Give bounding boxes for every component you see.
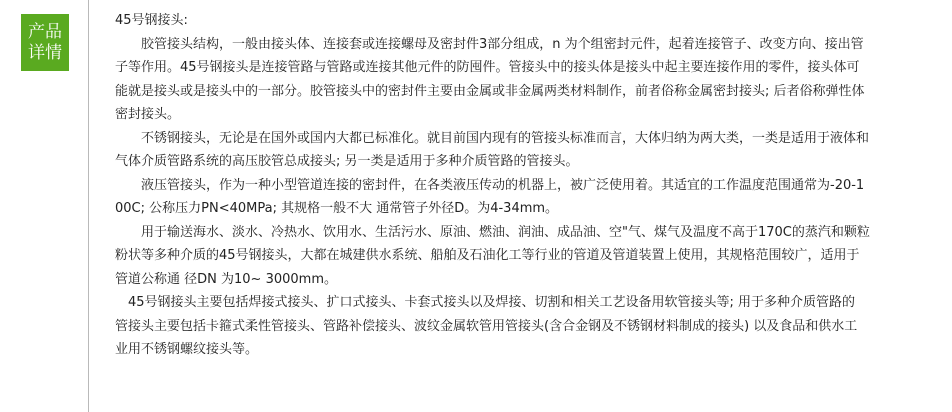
description-title: 45号钢接头: xyxy=(115,13,188,28)
text-line: 液压管接头，作为一种小型管道连接的密封件，在各类液压传动的机器上，被广泛使用着。其适宜的工作温度范围通常为-20-1 xyxy=(141,177,865,193)
product-description xyxy=(115,9,930,362)
divider-line xyxy=(88,0,89,412)
text-line: 密封接头。 xyxy=(115,107,181,122)
text-line: 胶管接头结构，一般由接头体、连接套或连接螺母及密封件3部分组成，n 为个组密封元件，起着连接管子、改变方向、接出管 xyxy=(141,36,864,52)
text-line: 业用不锈钢螺纹接头等。 xyxy=(115,342,259,357)
text-line: 用于输送海水、淡水、冷热水、饮用水、生活污水、原油、燃油、润油、成品油、空"气、煤气及温度不高于170C的蒸汽和颗粒 xyxy=(141,224,870,240)
badge-label-line2: 详情 xyxy=(28,42,62,63)
text-line: 00C; 公称压力PN<40MPa; 其规格一般不大 通常管子外径D。为4-34mm。 xyxy=(115,201,559,216)
text-line: 能就是接头或是接头中的一部分。胶管接头中的密封件主要由金属或非金属两类材料制作，前者俗称金属密封接头; 后者俗称弹性体 xyxy=(115,83,865,99)
text-line: 子等作用。45号钢接头是连接管路与管路或连接其他元件的防囤件。管接头中的接头体是接头中起主要连接作用的零件，接头体可 xyxy=(115,60,860,75)
text-line: 45号钢接头主要包括焊接式接头、扩口式接头、卡套式接头以及焊接、切割和相关工艺设备用软管接头等; 用于多种介质管路的 xyxy=(128,295,856,310)
text-line: 不锈钢接头，无论是在国外或国内大都已标准化。就目前国内现有的管接头标准而言，大体归纳为两大类，一类是适用于液体和 xyxy=(141,130,870,146)
text-line: 管道公称通 径DN 为10~ 3000mm。 xyxy=(115,271,337,287)
text-line: 粉状等多种介质的45号钢接头，大都在城建供水系统、船舶及石油化工等行业的管道及管道装置上使用，其规格范围较广，适用于 xyxy=(115,248,860,263)
text-line: 管接头主要包括卡箍式柔性管接头、管路补偿接头、波纹金属软管用管接头(含合金钢及不锈钢材料制成的接头) 以及食品和供水工 xyxy=(115,318,858,334)
paragraph-joint-types xyxy=(115,291,930,362)
badge-label-line1: 产品 xyxy=(28,21,62,42)
paragraph-hose-joint-structure xyxy=(115,33,930,127)
paragraph-hydraulic-joint xyxy=(115,174,930,221)
product-details-badge xyxy=(21,14,69,71)
text-line: 气体介质管路系统的高压胶管总成接头; 另一类是适用于多种介质管路的管接头。 xyxy=(115,154,579,169)
paragraph-applications xyxy=(115,221,930,292)
paragraph-stainless-joint xyxy=(115,127,930,174)
